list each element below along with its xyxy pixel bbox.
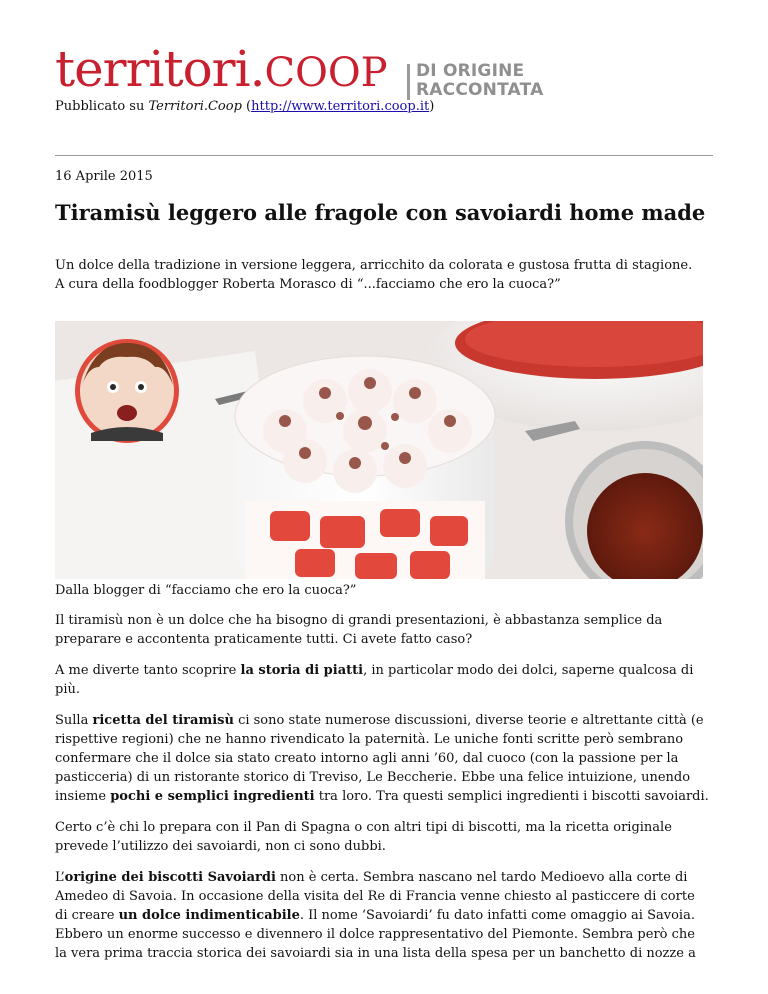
- brand-tagline: [416, 62, 543, 100]
- text: tra loro. Tra questi semplici ingredienti i biscotti savoiardi.: [314, 789, 709, 804]
- paragraph-1: Il tiramisù non è un dolce che ha bisogno di grandi presentazioni, è abbastanza semplice da preparare e accontenta praticamente tutti. Ci avete fatto caso?: [55, 613, 663, 647]
- article-title: Tiramisù leggero alle fragole con savoiardi home made: [55, 200, 706, 225]
- brand-tagline-line1: DI ORIGINE: [416, 61, 525, 81]
- article-body: [55, 611, 710, 975]
- masthead: [55, 0, 713, 114]
- bold-text: un dolce indimenticabile: [118, 908, 300, 923]
- bold-text: la storia di piatti: [240, 663, 364, 678]
- text: . Il nome ‘Savoiardi’ fu dato infatti come omaggio ai Savoia. Ebbero un enorme successo e divennero il dolce rappresentativo del Piemonte. Sembra però che la vera prima traccia storica dei savoiardi sia in una lista della spesa per un banchetto di nozze a: [55, 908, 696, 961]
- brand-name: territori: [55, 40, 250, 98]
- divider: [55, 155, 713, 156]
- paragraph-5: [55, 868, 710, 963]
- published-prefix: Pubblicato su: [55, 99, 149, 114]
- published-link[interactable]: http://www.territori.coop.it: [251, 99, 430, 114]
- text: non è certa. Sembra nascano nel tardo Medioevo alla corte di Amedeo di Savoia. In occasione della visita del Re di Francia venne chiesto al pasticcere di corte di creare: [55, 870, 695, 923]
- published-line: Pubblicato su Territori.Coop (http://www.territori.coop.it): [55, 99, 435, 114]
- paragraph-3: [55, 711, 710, 806]
- bold-text: origine dei biscotti Savoiardi: [64, 870, 276, 885]
- brand-coop: COOP: [264, 50, 388, 96]
- text: L’: [55, 870, 65, 885]
- article-photo: [55, 321, 703, 579]
- text: ci sono state numerose discussioni, diverse teorie e altrettante città (e rispettive regioni) che ne hanno rivendicato la paternità. Le uniche fonti scritte però sembrano confermare che il dolce sia stato creato intorno agli anni ’60, dal cuoco (con la passione per la pasticceria) di un ristorante storico di Treviso, Le Beccherie. Ebbe una felice intuizione, unendo insieme: [55, 713, 704, 804]
- brand-dot: .: [249, 40, 265, 98]
- tiramisu-photo-illustration: [55, 321, 703, 579]
- brand-logo[interactable]: [55, 40, 388, 98]
- published-site: Territori.Coop: [148, 99, 242, 114]
- paragraph-4: Certo c’è chi lo prepara con il Pan di Spagna o con altri tipi di biscotti, ma la ricetta originale prevede l’utilizzo dei savoiardi, non ci sono dubbi.: [55, 820, 672, 854]
- page: [55, 0, 713, 961]
- brand-tagline-line2: RACCONTATA: [416, 80, 544, 100]
- brand-separator: [407, 64, 410, 100]
- text: A me diverte tanto scoprire: [55, 663, 241, 678]
- article-date: 16 Aprile 2015: [55, 169, 153, 184]
- bold-text: pochi e semplici ingredienti: [110, 789, 315, 804]
- bold-text: ricetta del tiramisù: [92, 713, 234, 728]
- article-intro: Un dolce della tradizione in versione leggera, arricchito da colorata e gustosa frutta di stagione. A cura della foodblogger Roberta Morasco di “...facciamo che ero la cuoca?”: [55, 258, 693, 292]
- text: Sulla: [55, 713, 93, 728]
- text: , in particolar modo dei dolci, saperne qualcosa di più.: [55, 663, 694, 697]
- image-caption: Dalla blogger di “facciamo che ero la cuoca?”: [55, 583, 357, 598]
- paragraph-2: [55, 661, 710, 699]
